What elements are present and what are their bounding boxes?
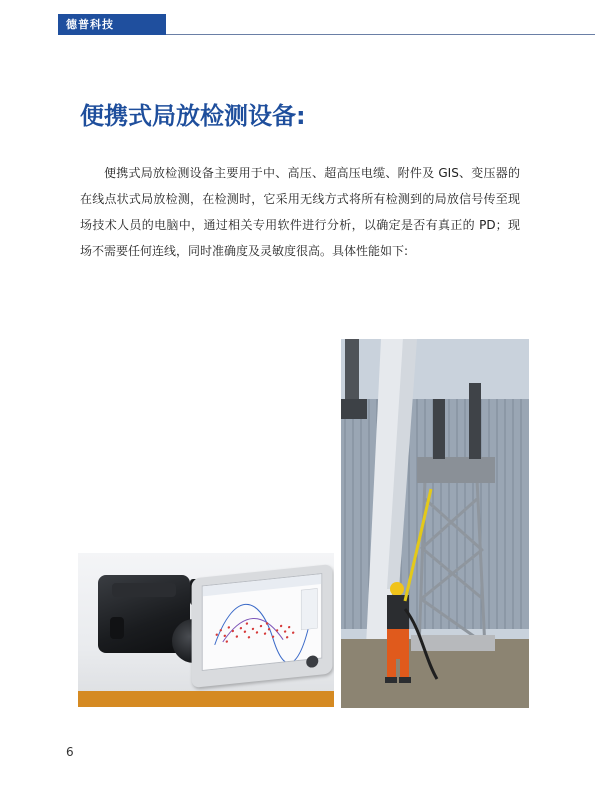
plot-scatter (216, 617, 295, 645)
device-photo (78, 553, 334, 691)
pd-detector-icon (98, 575, 190, 653)
detector-lid (112, 583, 176, 597)
company-name: 德普科技 (66, 18, 114, 31)
header-rule (166, 34, 595, 35)
substation-scene (341, 339, 529, 708)
scan-plot (203, 574, 322, 670)
tablet-home-button (306, 655, 318, 668)
tablet-icon (192, 564, 333, 688)
tablet-screen (202, 573, 323, 671)
detector-port (110, 617, 124, 639)
substation-photo (341, 339, 529, 708)
transformer-body (417, 457, 495, 483)
page-title: 便携式局放检测设备: (80, 102, 306, 130)
page-number: 6 (66, 745, 74, 759)
body-paragraph: 便携式局放检测设备主要用于中、高压、超高压电缆、附件及 GIS、变压器的在线点状式局放检测，在检测时，它采用无线方式将所有检测到的局放信号传至现场技术人员的电脑中，通过相关专用软件进行分析，以确定是否有真正的 PD；现场不需要任何连线，同时准确度及灵敏度很高。具体性能如下: (80, 166, 520, 258)
side-panel (301, 588, 317, 629)
photo-caption-bar (78, 691, 334, 707)
